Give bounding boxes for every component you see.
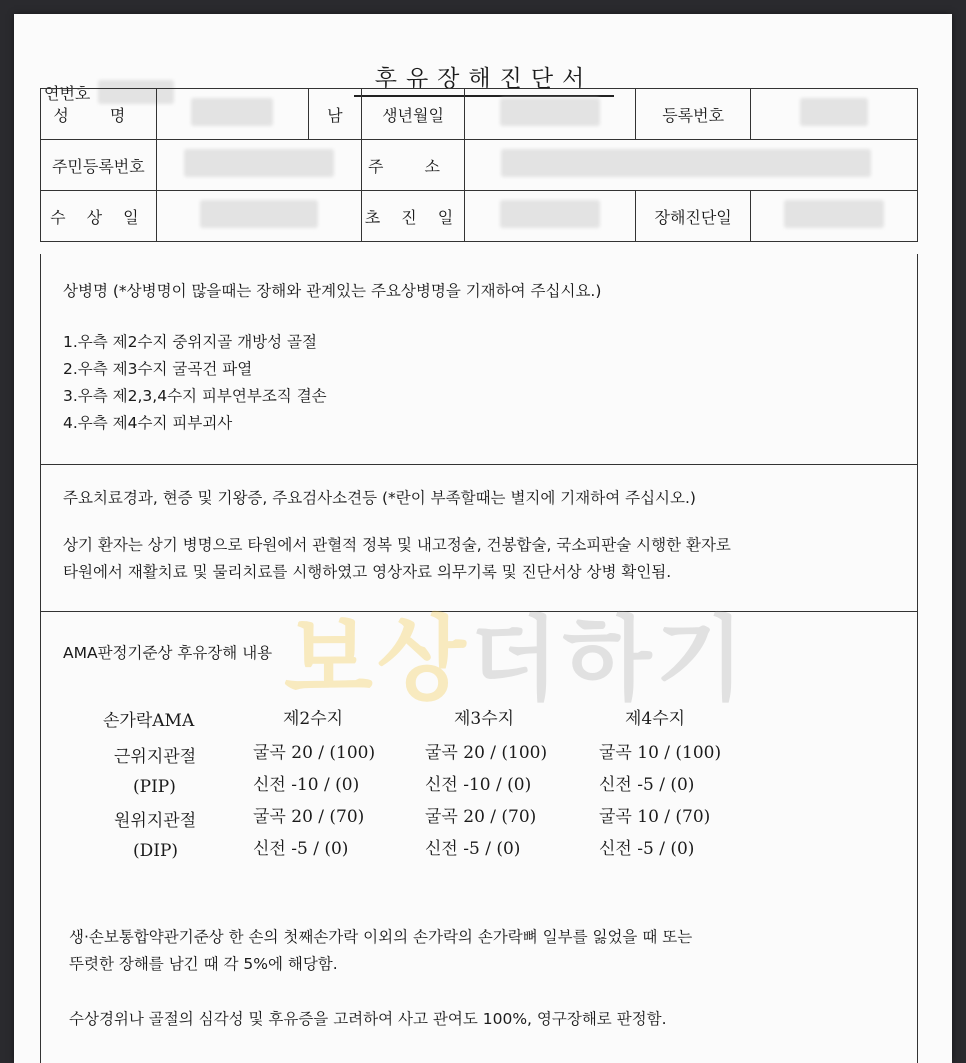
birth-value xyxy=(465,89,636,140)
ama-corner: 손가락AMA xyxy=(103,711,195,731)
ama-cell: 굴곡 10 / (100) xyxy=(599,743,722,763)
diagnosis-date-value xyxy=(751,191,918,242)
diagnosis-item: 3.우측 제2,3,4수지 피부연부조직 결손 xyxy=(63,387,327,405)
patient-info-table xyxy=(40,88,918,242)
ama-cell: 신전 -5 / (0) xyxy=(425,839,521,859)
ama-note-block xyxy=(69,924,692,1033)
ama-cell: 굴곡 20 / (70) xyxy=(425,807,537,827)
ama-section xyxy=(40,612,918,1063)
ama-cell: 굴곡 20 / (100) xyxy=(425,743,548,763)
ama-cell: 신전 -10 / (0) xyxy=(425,775,532,795)
ama-cell: 굴곡 20 / (100) xyxy=(253,743,376,763)
ama-col-header: 제3수지 xyxy=(454,709,515,729)
resident-value xyxy=(156,140,361,191)
ama-cell: 신전 -5 / (0) xyxy=(599,775,695,795)
diagnosis-heading: 상병명 (*상병명이 많을때는 장해와 관계있는 주요상병명을 기재하여 주십시요.) xyxy=(63,282,602,300)
first-visit-value xyxy=(465,191,636,242)
serial-label: 연번호 xyxy=(44,83,91,103)
document-title: 후유장해진단서 xyxy=(354,60,614,97)
birth-label: 생년월일 xyxy=(361,89,465,140)
name-label: 성 명 xyxy=(41,89,157,140)
watermark-logo: 보상더하기 xyxy=(284,606,749,713)
name-value xyxy=(156,89,308,140)
ama-conclusion: 수상경위나 골절의 심각성 및 후유증을 고려하여 사고 관여도 100%, 영구장해로 판정함. xyxy=(69,1010,667,1028)
treatment-heading: 주요치료경과, 현증 및 기왕증, 주요검사소견등 (*란이 부족할때는 별지에 기재하여 주십시오.) xyxy=(63,489,696,507)
ama-cell: 신전 -5 / (0) xyxy=(599,839,695,859)
ama-row-label: 원위지관절 xyxy=(114,811,197,831)
diagnosis-date-label: 장해진단일 xyxy=(635,191,751,242)
ama-row-sublabel: (DIP) xyxy=(133,841,179,861)
address-value xyxy=(465,140,918,191)
ama-cell: 굴곡 20 / (70) xyxy=(253,807,365,827)
ama-row-sublabel: (PIP) xyxy=(133,777,176,797)
diagnosis-item: 4.우측 제4수지 피부괴사 xyxy=(63,414,233,432)
resident-label: 주민등록번호 xyxy=(41,140,157,191)
injury-date-label: 수 상 일 xyxy=(41,191,157,242)
ama-cell: 신전 -5 / (0) xyxy=(253,839,349,859)
ama-col-header: 제2수지 xyxy=(283,709,344,729)
treatment-section xyxy=(40,465,918,612)
diagnosis-item: 2.우측 제3수지 굴곡건 파열 xyxy=(63,360,253,378)
address-label: 주 소 xyxy=(361,140,465,191)
ama-heading: AMA판정기준상 후유장해 내용 xyxy=(63,644,273,662)
sex-value: 남 xyxy=(308,89,361,140)
reg-label: 등록번호 xyxy=(635,89,751,140)
document-page xyxy=(14,14,952,1063)
ama-cell: 신전 -10 / (0) xyxy=(253,775,360,795)
reg-value xyxy=(751,89,918,140)
injury-date-value xyxy=(156,191,361,242)
first-visit-label: 초 진 일 xyxy=(361,191,465,242)
ama-note: 생·손보통합약관기준상 한 손의 첫째손가락 이외의 손가락의 손가락뼈 일부를 잃었을 때 또는 xyxy=(69,928,693,946)
ama-cell: 굴곡 10 / (70) xyxy=(599,807,711,827)
diagnosis-section xyxy=(40,254,918,465)
treatment-line: 상기 환자는 상기 병명으로 타원에서 관혈적 정복 및 내고정술, 건봉합술, 국소피판술 시행한 환자로 xyxy=(63,536,731,554)
ama-row-label: 근위지관절 xyxy=(114,747,197,767)
ama-note: 뚜렷한 장해를 남긴 때 각 5%에 해당함. xyxy=(69,955,338,973)
ama-col-header: 제4수지 xyxy=(625,709,686,729)
diagnosis-item: 1.우측 제2수지 중위지골 개방성 골절 xyxy=(63,333,317,351)
treatment-line: 타원에서 재활치료 및 물리치료를 시행하였고 영상자료 의무기록 및 진단서상 상병 확인됨. xyxy=(63,563,672,581)
